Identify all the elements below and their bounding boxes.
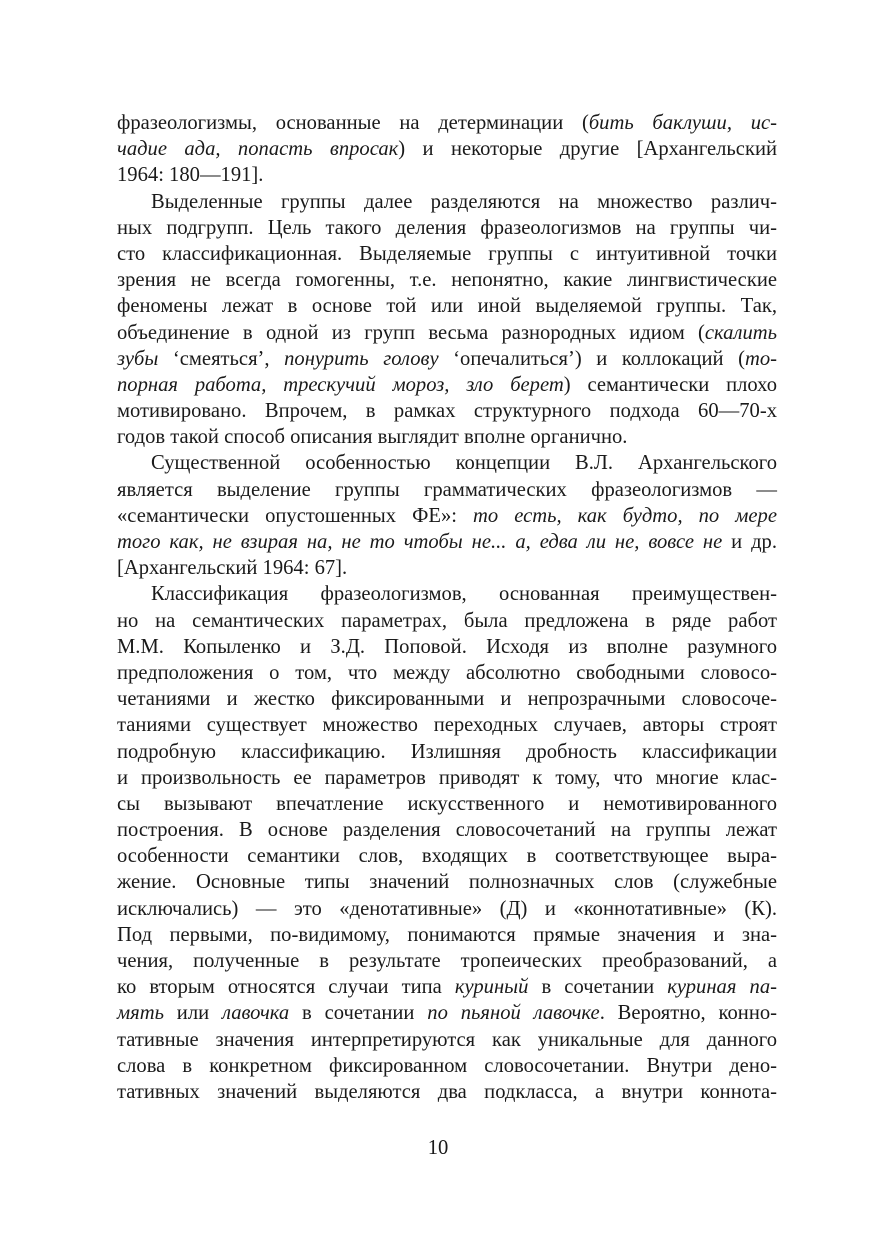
text-segment: зрения не всегда гомогенны, т.е. непонятно, какие лингвистические (117, 269, 777, 292)
text-line (117, 712, 777, 738)
text-segment: предположения о том, что между абсолютно свободными словосо- (117, 661, 777, 684)
text-line (117, 372, 777, 398)
italic-phrase: понурить голову (284, 347, 439, 370)
text-segment: [Архангельский 1964: 67]. (117, 557, 348, 580)
text-line (117, 529, 777, 555)
text-segment: четаниями и жестко фиксированными и непрозрачными словосоче- (117, 688, 777, 711)
text-segment: Классификация фразеологизмов, основанная преимуществен- (151, 583, 777, 606)
text-segment: Существенной особенностью концепции В.Л. Архангельского (151, 452, 777, 475)
text-line (117, 1027, 777, 1053)
text-line (117, 1000, 777, 1026)
text-segment: Под первыми, по-видимому, понимаются прямые значения и зна- (117, 923, 777, 946)
italic-phrase: куриный (454, 976, 529, 999)
text-line (117, 450, 777, 476)
text-line (117, 581, 777, 607)
text-segment: 1964: 180—191]. (117, 164, 264, 187)
italic-phrase: порная работа, трескучий мороз, зло берет (117, 373, 564, 396)
text-line (117, 424, 777, 450)
page-number: 10 (427, 1137, 449, 1159)
text-segment: подробную классификацию. Излишняя дробность классификации (117, 740, 777, 763)
text-line (117, 922, 777, 948)
text-segment: . Вероятно, конно- (599, 1002, 777, 1025)
text-line (117, 136, 777, 162)
text-segment: ных подгрупп. Цель такого деления фразеологизмов на группы чи- (117, 216, 777, 239)
text-line (117, 660, 777, 686)
text-segment: объединение в одной из групп весьма разнородных идиом ( (117, 321, 705, 344)
text-segment: ) семантически плохо (563, 373, 777, 396)
text-segment: является выделение группы грамматических фразеологизмов — (117, 478, 777, 501)
text-line (117, 241, 777, 267)
italic-phrase: мять (117, 1002, 164, 1025)
text-line (117, 189, 777, 215)
italic-phrase: лавочка (221, 1002, 290, 1025)
text-segment: годов такой способ описания выглядит вполне органично. (117, 426, 628, 449)
text-segment: слова в конкретном фиксированном словосочетании. Внутри дено- (117, 1054, 777, 1077)
text-segment: таниями существует множество переходных случаев, авторы строят (117, 714, 777, 737)
italic-phrase: то- (744, 347, 777, 370)
text-line (117, 948, 777, 974)
text-segment: феномены лежат в основе той или иной выделяемой группы. Так, (117, 295, 777, 318)
italic-phrase: то есть, как будто, по мере (473, 504, 777, 527)
text-line (117, 843, 777, 869)
text-segment: фразеологизмы, основанные на детерминации ( (117, 112, 589, 134)
text-segment: ) и некоторые другие [Архангельский (398, 138, 777, 161)
text-line (117, 634, 777, 660)
text-line (117, 293, 777, 319)
text-segment: М.М. Копыленко и З.Д. Поповой. Исходя из вполне разумного (117, 635, 777, 658)
text-line (117, 817, 777, 843)
text-segment: сто классификационная. Выделяемые группы с интуитивной точки (117, 242, 777, 265)
text-line (117, 215, 777, 241)
text-line (117, 686, 777, 712)
text-line (117, 555, 777, 581)
text-segment: в сочетании (289, 1002, 428, 1025)
text-segment: в сочетании (528, 976, 668, 999)
text-line (117, 765, 777, 791)
text-segment: ‘опечалиться’) и коллокаций ( (438, 347, 745, 370)
text-segment: чения, полученные в результате тропеических преобразований, а (117, 950, 777, 972)
text-line (117, 608, 777, 634)
text-segment: ‘смеяться’, (158, 347, 285, 370)
body-text (117, 110, 777, 1105)
text-segment: жение. Основные типы значений полнозначных слов (служебные (117, 871, 777, 894)
text-segment: исключались) — это «денотативные» (Д) и «коннотативные» (К). (117, 897, 777, 920)
text-segment: особенности семантики слов, входящих в соответствующее выра- (117, 845, 777, 868)
text-segment: Выделенные группы далее разделяются на множество различ- (151, 190, 777, 213)
text-segment: «семантически опустошенных ФЕ»: (117, 504, 473, 527)
text-line (117, 267, 777, 293)
text-segment: и произвольность ее параметров приводят к тому, что многие клас- (117, 766, 777, 789)
text-line (117, 503, 777, 529)
text-line (117, 398, 777, 424)
text-segment: и др. (722, 531, 777, 553)
text-segment: или (163, 1002, 222, 1025)
text-line (117, 896, 777, 922)
text-segment: ко вторым относятся случаи типа (117, 976, 455, 999)
italic-phrase: по пьяной лавочке (427, 1002, 600, 1025)
text-line (117, 739, 777, 765)
text-line (117, 974, 777, 1000)
text-segment: тативных значений выделяются два подкласса, а внутри коннота- (117, 1080, 777, 1103)
text-line (117, 162, 777, 188)
text-line (117, 1053, 777, 1079)
text-line (117, 110, 777, 136)
text-line (117, 1079, 777, 1105)
italic-phrase: зубы (117, 347, 159, 370)
italic-phrase: скалить (704, 321, 777, 344)
text-segment: сы вызывают впечатление искусственного и немотивированного (117, 792, 777, 815)
text-segment: но на семантических параметрах, была предложена в ряде работ (117, 609, 777, 632)
text-line (117, 477, 777, 503)
italic-phrase: того как, не взирая на, не то чтобы не... а, едва ли не, вовсе не (117, 531, 723, 553)
text-segment: мотивировано. Впрочем, в рамках структурного подхода 60—70-х (117, 400, 777, 423)
italic-phrase: чадие ада, попасть впросак (117, 138, 399, 161)
text-line (117, 791, 777, 817)
italic-phrase: куриная па- (667, 976, 777, 999)
text-line (117, 346, 777, 372)
text-line (117, 320, 777, 346)
italic-phrase: бить баклуши, ис- (588, 112, 777, 134)
text-segment: тативные значения интерпретируются как уникальные для данного (117, 1028, 777, 1051)
text-segment: построения. В основе разделения словосочетаний на группы лежат (117, 819, 777, 842)
text-line (117, 869, 777, 895)
